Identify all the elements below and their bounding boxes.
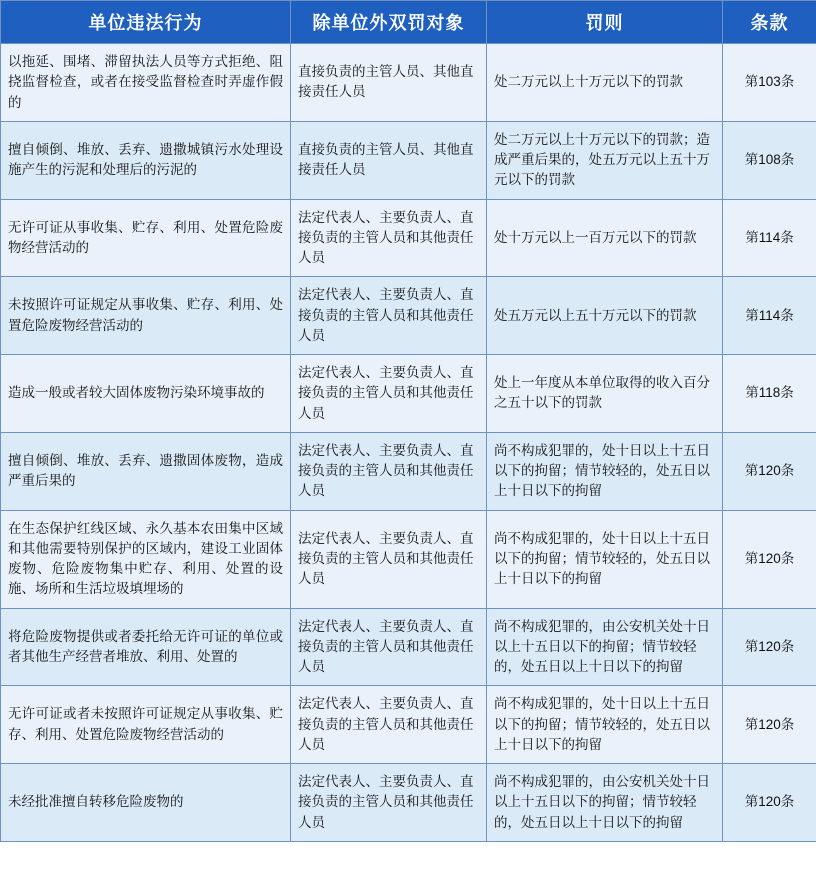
cell-penalty: 尚不构成犯罪的，处十日以上十五日以下的拘留；情节较轻的，处五日以上十日以下的拘留: [487, 432, 723, 510]
cell-penalty: 尚不构成犯罪的，处十日以上十五日以下的拘留；情节较轻的，处五日以上十日以下的拘留: [487, 510, 723, 608]
cell-behavior: 在生态保护红线区域、永久基本农田集中区域和其他需要特别保护的区域内，建设工业固体废物、危险废物集中贮存、利用、处置的设施、场所和生活垃圾填埋场的: [1, 510, 291, 608]
header-cell-penalty: 罚则: [487, 1, 723, 44]
cell-subject: 法定代表人、主要负责人、直接负责的主管人员和其他责任人员: [291, 608, 487, 686]
cell-article: 第114条: [723, 277, 816, 355]
cell-article: 第120条: [723, 764, 816, 842]
cell-article: 第114条: [723, 199, 816, 277]
cell-penalty: 尚不构成犯罪的，由公安机关处十日以上十五日以下的拘留；情节较轻的，处五日以上十日以下的拘留: [487, 764, 723, 842]
cell-subject: 法定代表人、主要负责人、直接负责的主管人员和其他责任人员: [291, 686, 487, 764]
header-row: [1, 1, 816, 44]
cell-subject: 法定代表人、主要负责人、直接负责的主管人员和其他责任人员: [291, 510, 487, 608]
cell-article: 第120条: [723, 608, 816, 686]
cell-penalty: 处上一年度从本单位取得的收入百分之五十以下的罚款: [487, 355, 723, 433]
cell-behavior: 将危险废物提供或者委托给无许可证的单位或者其他生产经营者堆放、利用、处置的: [1, 608, 291, 686]
cell-subject: 法定代表人、主要负责人、直接负责的主管人员和其他责任人员: [291, 277, 487, 355]
header-cell-behavior: 单位违法行为: [1, 1, 291, 44]
cell-behavior: 未按照许可证规定从事收集、贮存、利用、处置危险废物经营活动的: [1, 277, 291, 355]
cell-penalty: 处十万元以上一百万元以下的罚款: [487, 199, 723, 277]
cell-penalty: 处五万元以上五十万元以下的罚款: [487, 277, 723, 355]
cell-subject: 法定代表人、主要负责人、直接负责的主管人员和其他责任人员: [291, 355, 487, 433]
table-row: [1, 355, 816, 433]
cell-article: 第120条: [723, 686, 816, 764]
cell-behavior: 无许可证或者未按照许可证规定从事收集、贮存、利用、处置危险废物经营活动的: [1, 686, 291, 764]
cell-penalty: 尚不构成犯罪的，处十日以上十五日以下的拘留；情节较轻的，处五日以上十日以下的拘留: [487, 686, 723, 764]
cell-article: 第120条: [723, 432, 816, 510]
cell-article: 第120条: [723, 510, 816, 608]
cell-behavior: 造成一般或者较大固体废物污染环境事故的: [1, 355, 291, 433]
cell-subject: 直接负责的主管人员、其他直接责任人员: [291, 44, 487, 122]
cell-penalty: 尚不构成犯罪的，由公安机关处十日以上十五日以下的拘留；情节较轻的，处五日以上十日以下的拘留: [487, 608, 723, 686]
cell-subject: 法定代表人、主要负责人、直接负责的主管人员和其他责任人员: [291, 432, 487, 510]
cell-behavior: 擅自倾倒、堆放、丢弃、遗撒城镇污水处理设施产生的污泥和处理后的污泥的: [1, 121, 291, 199]
cell-behavior: 未经批准擅自转移危险废物的: [1, 764, 291, 842]
table-row: [1, 199, 816, 277]
table-row: [1, 277, 816, 355]
cell-article: 第108条: [723, 121, 816, 199]
cell-behavior: 擅自倾倒、堆放、丢弃、遗撒固体废物，造成严重后果的: [1, 432, 291, 510]
cell-subject: 直接负责的主管人员、其他直接责任人员: [291, 121, 487, 199]
cell-article: 第118条: [723, 355, 816, 433]
cell-behavior: 以拖延、围堵、滞留执法人员等方式拒绝、阻挠监督检查，或者在接受监督检查时弄虚作假的: [1, 44, 291, 122]
header-cell-article: 条款: [723, 1, 816, 44]
table-row: [1, 764, 816, 842]
cell-subject: 法定代表人、主要负责人、直接负责的主管人员和其他责任人员: [291, 199, 487, 277]
cell-behavior: 无许可证从事收集、贮存、利用、处置危险废物经营活动的: [1, 199, 291, 277]
table-row: [1, 121, 816, 199]
cell-article: 第103条: [723, 44, 816, 122]
header-cell-subject: 除单位外双罚对象: [291, 1, 487, 44]
table-row: [1, 432, 816, 510]
table-row: [1, 686, 816, 764]
table-row: [1, 44, 816, 122]
cell-subject: 法定代表人、主要负责人、直接负责的主管人员和其他责任人员: [291, 764, 487, 842]
table-row: [1, 510, 816, 608]
table-body: [1, 44, 816, 842]
table-header: [1, 1, 816, 44]
cell-penalty: 处二万元以上十万元以下的罚款；造成严重后果的，处五万元以上五十万元以下的罚款: [487, 121, 723, 199]
cell-penalty: 处二万元以上十万元以下的罚款: [487, 44, 723, 122]
table-row: [1, 608, 816, 686]
